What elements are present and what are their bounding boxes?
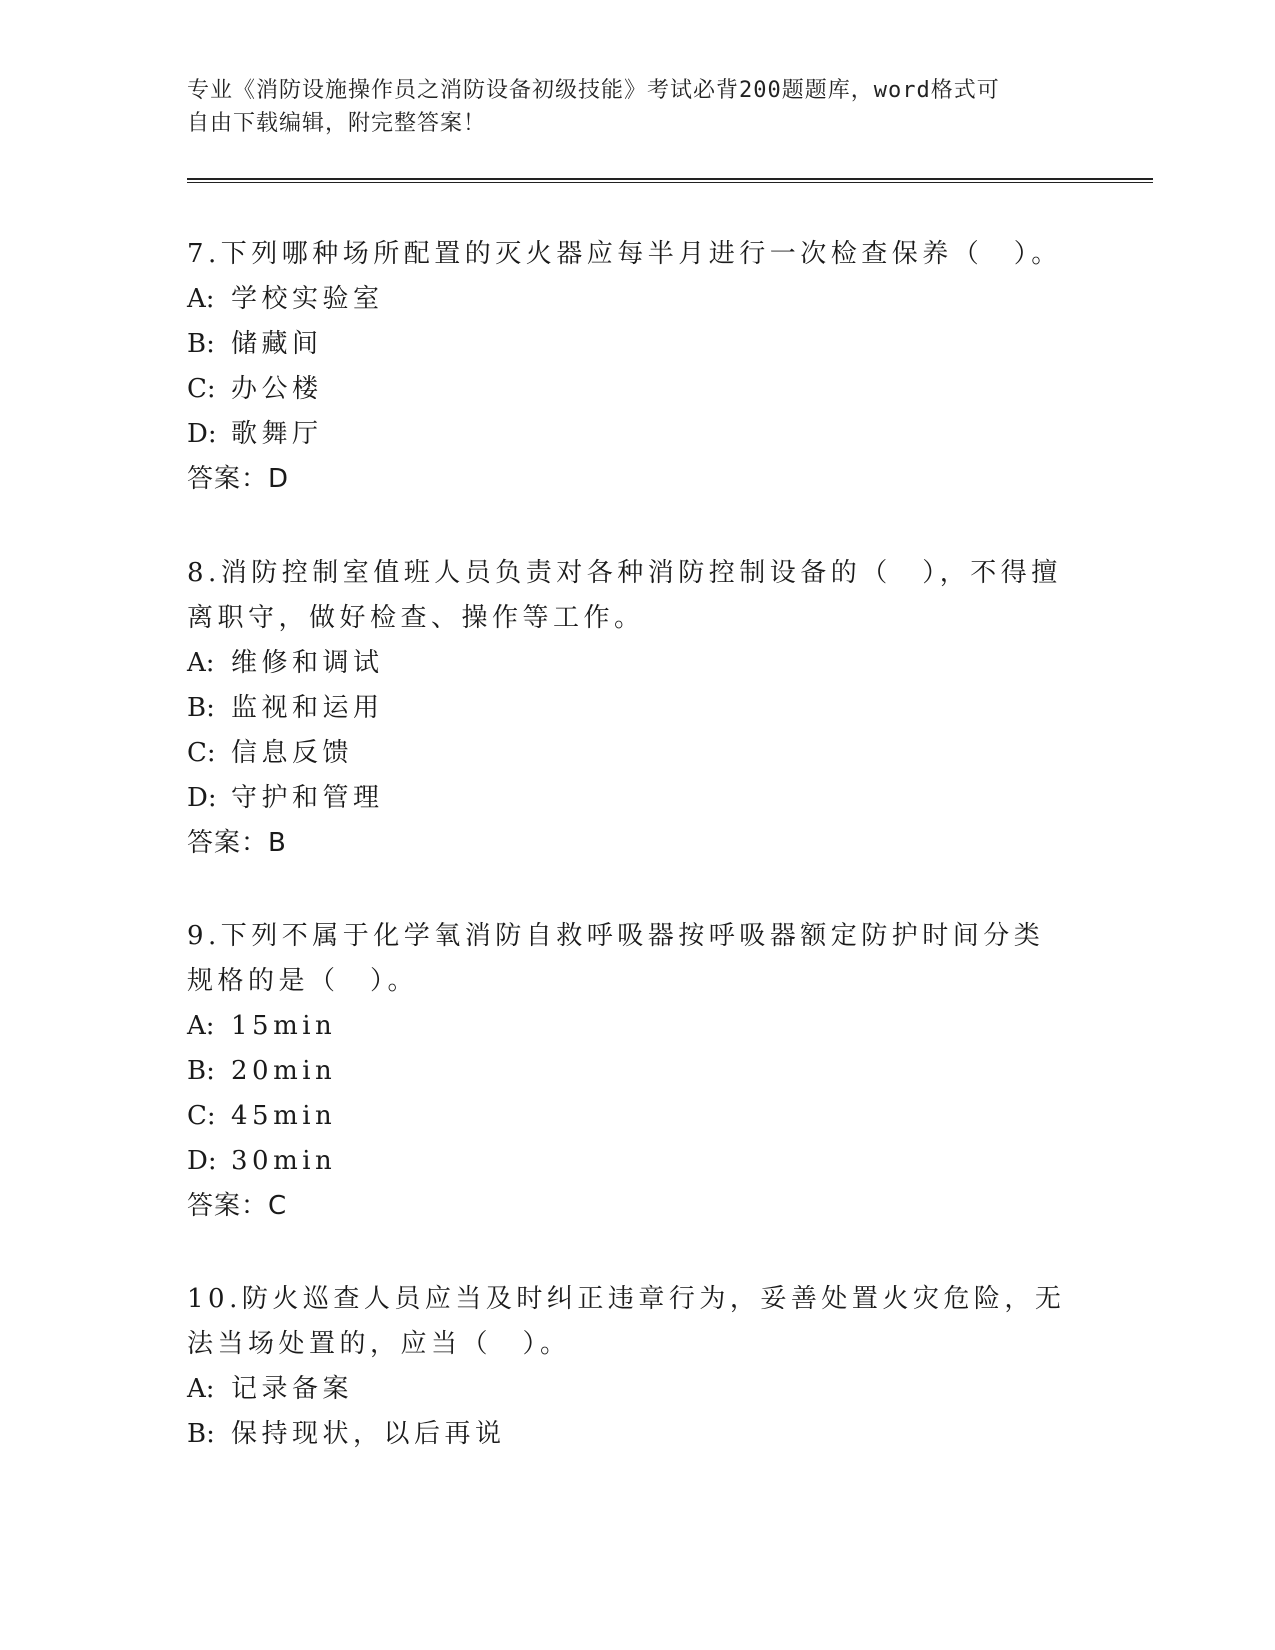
option-a: [187, 1004, 1067, 1049]
option-text: 记录备案: [231, 1374, 354, 1404]
option-label: A:: [187, 1374, 215, 1404]
question-9: [187, 914, 1067, 1229]
answer: 答案：D: [187, 464, 290, 494]
option-b: [187, 322, 1067, 367]
option-label: D:: [187, 419, 217, 449]
option-text: 信息反馈: [231, 738, 354, 768]
option-a: [187, 641, 1067, 686]
option-b: [187, 686, 1067, 731]
option-label: B:: [187, 329, 215, 359]
header-divider-thin: [187, 182, 1153, 183]
option-text: 储藏间: [231, 329, 323, 359]
option-text: 20min: [231, 1056, 337, 1086]
option-c: [187, 1094, 1067, 1139]
question-8: [187, 551, 1067, 866]
option-text: 维修和调试: [231, 648, 384, 678]
question-text: 7.下列哪种场所配置的灭火器应每半月进行一次检查保养（ ）。: [187, 239, 1062, 269]
option-text: 监视和运用: [231, 693, 384, 723]
header-divider-thick: [187, 178, 1153, 180]
question-text: 9.下列不属于化学氧消防自救呼吸器按呼吸器额定防护时间分类规格的是（ ）。: [187, 921, 1045, 996]
option-label: A:: [187, 1011, 215, 1041]
header-line-2: 自由下载编辑，附完整答案！: [187, 111, 487, 136]
header-line-1: 专业《消防设施操作员之消防设备初级技能》考试必背200题题库，word格式可: [187, 78, 1000, 103]
option-d: [187, 1139, 1067, 1184]
option-b: [187, 1412, 1067, 1457]
answer: 答案：B: [187, 828, 287, 858]
option-d: [187, 412, 1067, 457]
option-text: 学校实验室: [231, 284, 384, 314]
question-text: 10.防火巡查人员应当及时纠正违章行为，妥善处置火灾危险，无法当场处置的，应当（ ）。: [187, 1284, 1066, 1359]
option-text: 45min: [231, 1101, 337, 1131]
option-label: A:: [187, 284, 215, 314]
option-b: [187, 1049, 1067, 1094]
option-text: 歌舞厅: [231, 419, 323, 449]
option-label: B:: [187, 693, 215, 723]
option-text: 办公楼: [231, 374, 323, 404]
option-label: D:: [187, 1146, 217, 1176]
answer: 答案：C: [187, 1191, 288, 1221]
option-label: D:: [187, 783, 217, 813]
document-header: [187, 74, 1067, 140]
option-text: 30min: [231, 1146, 337, 1176]
option-label: A:: [187, 648, 215, 678]
option-d: [187, 776, 1067, 821]
option-text: 15min: [231, 1011, 337, 1041]
option-a: [187, 277, 1067, 322]
option-text: 守护和管理: [231, 783, 384, 813]
option-label: C:: [187, 1101, 216, 1131]
option-label: B:: [187, 1419, 215, 1449]
question-10: [187, 1277, 1067, 1457]
option-a: [187, 1367, 1067, 1412]
option-c: [187, 731, 1067, 776]
option-text: 保持现状，以后再说: [231, 1419, 506, 1449]
option-label: B:: [187, 1056, 215, 1086]
option-c: [187, 367, 1067, 412]
question-text: 8.消防控制室值班人员负责对各种消防控制设备的（ ），不得擅离职守，做好检查、操作等工作。: [187, 558, 1062, 633]
option-label: C:: [187, 738, 216, 768]
option-label: C:: [187, 374, 216, 404]
question-7: [187, 232, 1067, 502]
